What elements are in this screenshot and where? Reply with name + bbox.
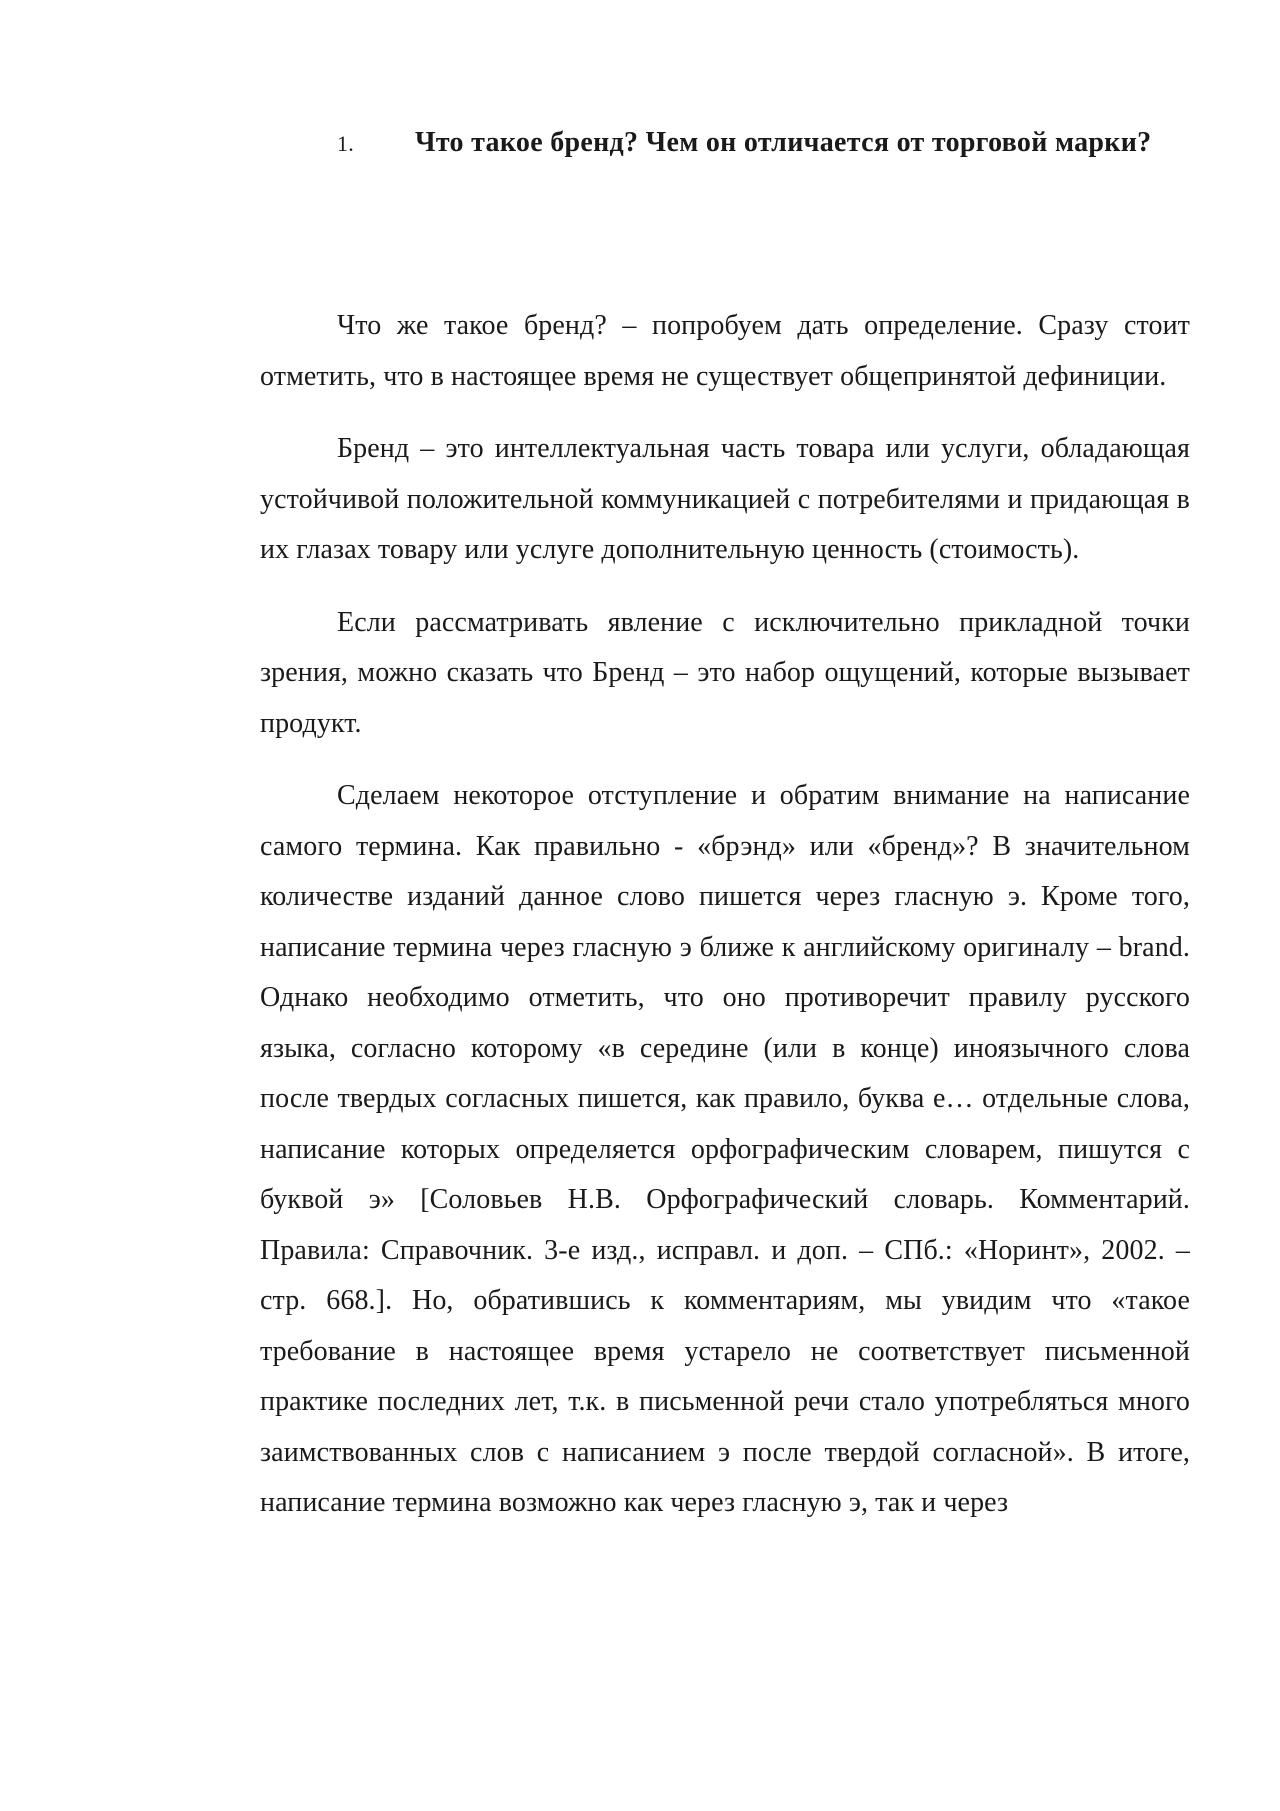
paragraph-1: Что же такое бренд? – попробуем дать определение. Сразу стоит отметить, что в настоящее время не существует общепринятой дефиниции. [260,310,1190,392]
paragraph-2: Бренд – это интеллектуальная часть товара или услуги, обладающая устойчивой положительной коммуникацией с потребителями и придающая в их глазах товару или услуге дополнительную ценность (стоимость). [260,433,1190,565]
section-heading [260,118,1190,169]
document-body [260,118,1190,1551]
paragraph-4: Сделаем некоторое отступление и обратим внимание на написание самого термина. Как правильно - «брэнд» или «бренд»? В значительном количестве изданий данное слово пишется через гласную э. Кроме того, написание термина через гласную э ближе к английскому оригиналу – brand. Однако необходимо отметить, что оно противоречит правилу русского языка, согласно которому «в середине (или в конце) иноязычного слова после твердых согласных пишется, как правило, буква е… отдельные слова, написание которых определяется орфографическим словарем, пишутся с буквой э» [Соловьев Н.В. Орфографический словарь. Комментарий. Правила: Справочник. 3-е изд., исправл. и доп. – СПб.: «Норинт», 2002. – стр. 668.]. Но, обратившись к комментариям, мы увидим что «такое требование в настоящее время устарело не соответствует письменной практике последних лет, т.к. в письменной речи стало употребляться много заимствованных слов с написанием э после твердой согласной». В итоге, написание термина возможно как через гласную э, так и через [260,780,1190,1518]
section-title: Что такое бренд? Чем он отличается от торговой марки? [415,127,1152,158]
section-number: 1. [337,131,355,156]
paragraph-3: Если рассматривать явление с исключительно прикладной точки зрения, можно сказать что Бренд – это набор ощущений, которые вызывает продукт. [260,606,1190,739]
